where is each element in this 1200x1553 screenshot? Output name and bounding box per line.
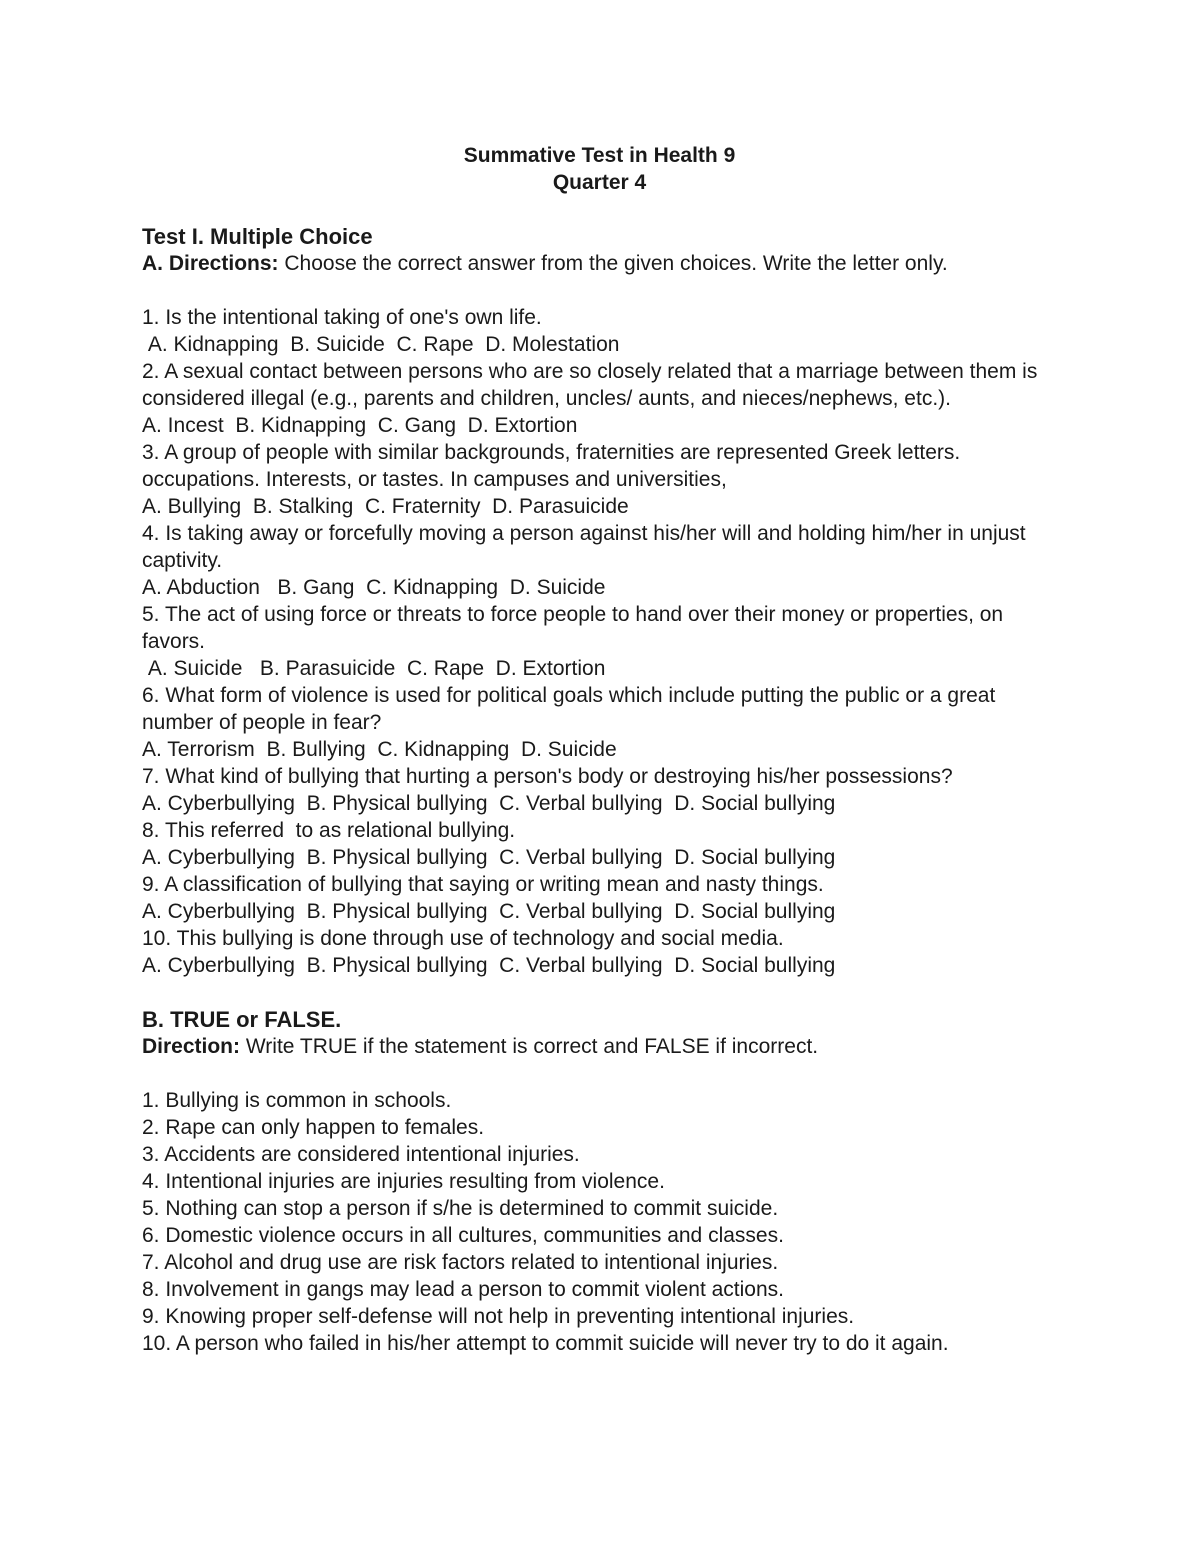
question-1-choices: A. Kidnapping B. Suicide C. Rape D. Molestation [142,333,620,356]
test1-heading: Test I. Multiple Choice [142,224,373,249]
question-7: 7. What kind of bullying that hurting a person's body or destroying his/her possessions? [142,765,953,788]
question-2: 2. A sexual contact between persons who are so closely related that a marriage between them is considered illegal (e.g., parents and children, uncles/ aunts, and nieces/nephews, etc.). [142,360,1044,410]
test1-questions [142,304,1057,979]
question-3-choices: A. Bullying B. Stalking C. Fraternity D. Parasuicide [142,495,629,518]
question-4-choices: A. Abduction B. Gang C. Kidnapping D. Suicide [142,576,606,599]
statement-2: 2. Rape can only happen to females. [142,1116,485,1139]
title-line-1: Summative Test in Health 9 [463,144,736,167]
statement-4: 4. Intentional injuries are injuries resulting from violence. [142,1170,665,1193]
test2-direction-label: Direction: [142,1035,241,1058]
question-9-choices: A. Cyberbullying B. Physical bullying C. Verbal bullying D. Social bullying [142,900,836,923]
question-6: 6. What form of violence is used for political goals which include putting the public or a great number of people in fear? [142,684,1002,734]
statement-5: 5. Nothing can stop a person if s/he is determined to commit suicide. [142,1197,779,1220]
question-6-choices: A. Terrorism B. Bullying C. Kidnapping D. Suicide [142,738,617,761]
test2-direction-text: Write TRUE if the statement is correct and FALSE if incorrect. [240,1035,819,1058]
statement-8: 8. Involvement in gangs may lead a person to commit violent actions. [142,1278,784,1301]
test1-directions-label: A. Directions: [142,252,279,275]
question-2-choices: A. Incest B. Kidnapping C. Gang D. Extortion [142,414,578,437]
question-10: 10. This bullying is done through use of technology and social media. [142,927,784,950]
statement-6: 6. Domestic violence occurs in all cultures, communities and classes. [142,1224,784,1247]
question-9: 9. A classification of bullying that saying or writing mean and nasty things. [142,873,824,896]
statement-9: 9. Knowing proper self-defense will not help in preventing intentional injuries. [142,1305,855,1328]
test2-statements [142,1087,1057,1357]
question-3: 3. A group of people with similar backgrounds, fraternities are represented Greek letters. occupations. Interests, or tastes. In campuses and universities, [142,441,967,491]
statement-1: 1. Bullying is common in schools. [142,1089,452,1112]
statement-7: 7. Alcohol and drug use are risk factors related to intentional injuries. [142,1251,779,1274]
question-10-choices: A. Cyberbullying B. Physical bullying C. Verbal bullying D. Social bullying [142,954,836,977]
test1-directions-text: Choose the correct answer from the given choices. Write the letter only. [278,252,948,275]
statement-10: 10. A person who failed in his/her attempt to commit suicide will never try to do it again. [142,1332,949,1355]
test1-directions [142,250,1057,277]
question-7-choices: A. Cyberbullying B. Physical bullying C. Verbal bullying D. Social bullying [142,792,836,815]
question-4: 4. Is taking away or forcefully moving a person against his/her will and holding him/her in unjust captivity. [142,522,1032,572]
question-1: 1. Is the intentional taking of one's own life. [142,306,542,329]
question-5-choices: A. Suicide B. Parasuicide C. Rape D. Extortion [142,657,606,680]
title-line-2: Quarter 4 [552,171,647,194]
question-8: 8. This referred to as relational bullying. [142,819,516,842]
test2-heading: B. TRUE or FALSE. [142,1007,342,1032]
document-title [142,142,1057,196]
test2-direction [142,1033,1057,1060]
statement-3: 3. Accidents are considered intentional injuries. [142,1143,580,1166]
question-8-choices: A. Cyberbullying B. Physical bullying C. Verbal bullying D. Social bullying [142,846,836,869]
question-5: 5. The act of using force or threats to force people to hand over their money or properties, on favors. [142,603,1009,653]
